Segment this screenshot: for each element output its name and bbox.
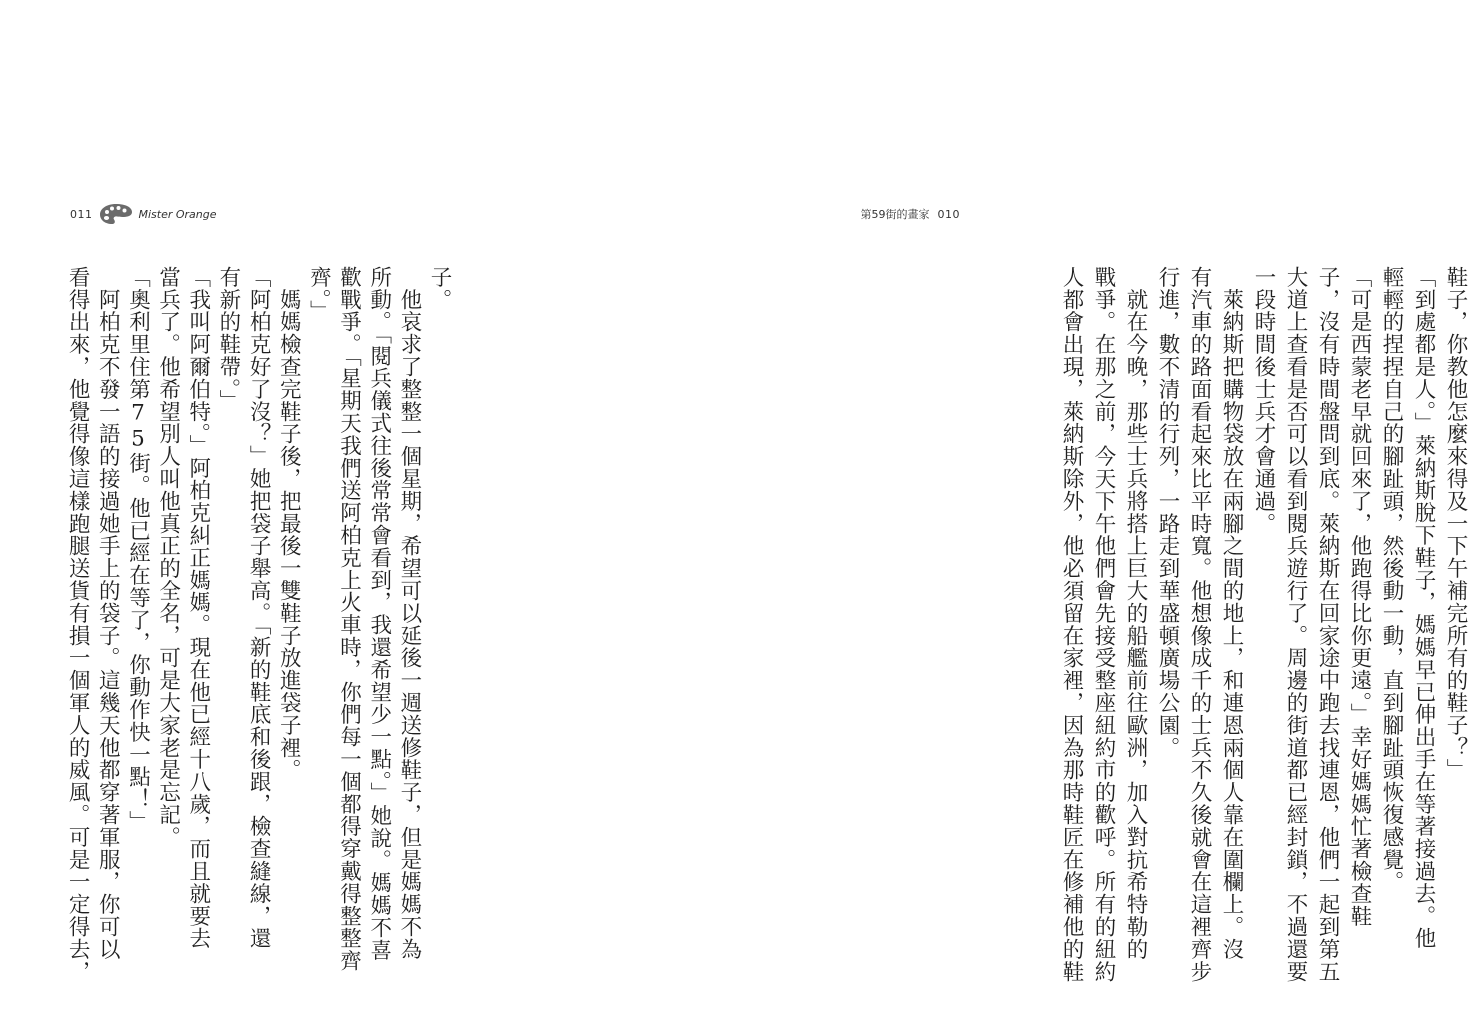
text-column: 媽媽檢查完鞋子後，把最後一雙鞋子放進袋子裡。 <box>276 266 302 782</box>
text-column: 鞋子，你教他怎麼來得及一下午補完所有的鞋子？」 <box>1443 266 1468 782</box>
text-column: 所動。「閱兵儀式往後常常會看到，我還希望少一點。」她說。媽媽不喜 <box>366 266 392 962</box>
text-column: 行進，數不清的行列，一路走到華盛頓廣場公園。 <box>1155 266 1180 759</box>
text-column: 齊。」 <box>306 266 332 323</box>
left-body-text <box>58 266 452 983</box>
right-page <box>512 0 1468 1024</box>
text-column: 「阿柏克好了沒？」她把袋子舉高。「新的鞋底和後跟，檢查縫線，還 <box>246 266 272 950</box>
text-column: 大道上查看是否可以看到閱兵遊行了。周邊的街道都已經封鎖，不過還要 <box>1283 266 1308 983</box>
chapter-title: 第59街的畫家 <box>860 208 930 221</box>
left-page-number: 011 <box>70 207 93 221</box>
text-column: 一段時間後士兵才會通過。 <box>1251 266 1276 535</box>
text-column: 人都會出現，萊納斯除外，他必須留在家裡，因為那時鞋匠在修補他的鞋 <box>1059 266 1084 983</box>
text-column: 子，沒有時間盤問到底。萊納斯在回家途中跑去找連恩，他們一起到第五 <box>1315 266 1340 983</box>
text-column: 「到處都是人。」萊納斯脫下鞋子，媽媽早已伸出手在等著接過去。他 <box>1411 266 1436 950</box>
left-page <box>0 0 512 1024</box>
text-column: 「奧利里住第75街。他已經在等了，你動作快一點！」 <box>125 266 151 833</box>
right-page-header <box>861 200 961 228</box>
text-column: 萊納斯把購物袋放在兩腳之間的地上，和連恩兩個人靠在圍欄上。沒 <box>1219 266 1244 961</box>
palette-icon <box>99 203 133 225</box>
text-column: 有汽車的路面看起來比平時寬。他想像成千的士兵不久後就會在這裡齊步 <box>1187 266 1212 983</box>
text-column: 就在今晚，那些士兵將搭上巨大的船艦前往歐洲，加入對抗希特勒的 <box>1123 266 1148 961</box>
text-column: 阿柏克不發一語的接過她手上的袋子。這幾天他都穿著軍服，你可以 <box>95 266 121 961</box>
series-title: Mister Orange <box>138 207 217 221</box>
text-column: 看得出來，他覺得像這樣跑腿送貨有損一個軍人的威風。可是一定得去， <box>65 266 91 983</box>
left-page-header <box>70 200 217 228</box>
text-column: 「可是西蒙老早就回來了，他跑得比你更遠。」幸好媽媽忙著檢查鞋 <box>1347 266 1372 928</box>
text-column: 他哀求了整整一個星期，希望可以延後一週送修鞋子，但是媽媽不為 <box>396 266 422 961</box>
text-column: 輕輕的捏捏自己的腳趾頭，然後動一動，直到腳趾頭恢復感覺。 <box>1379 266 1404 894</box>
right-body-text <box>1050 266 1468 983</box>
text-column: 戰爭。在那之前，今天下午他們會先接受整座紐約市的歡呼。所有的紐約 <box>1091 266 1116 983</box>
text-column: 當兵了。他希望別人叫他真正的全名，可是大家老是忘記。 <box>155 266 181 849</box>
text-column: 有新的鞋帶。」 <box>215 266 241 413</box>
right-page-number: 010 <box>937 207 960 221</box>
text-column: 歡戰爭。「星期天我們送阿柏克上火車時，你們每一個都得穿戴得整整齊 <box>336 266 362 973</box>
text-column: 子。 <box>427 266 452 311</box>
text-column: 「我叫阿爾伯特。」阿柏克糾正媽媽。現在他已經十八歲，而且就要去 <box>185 266 211 950</box>
